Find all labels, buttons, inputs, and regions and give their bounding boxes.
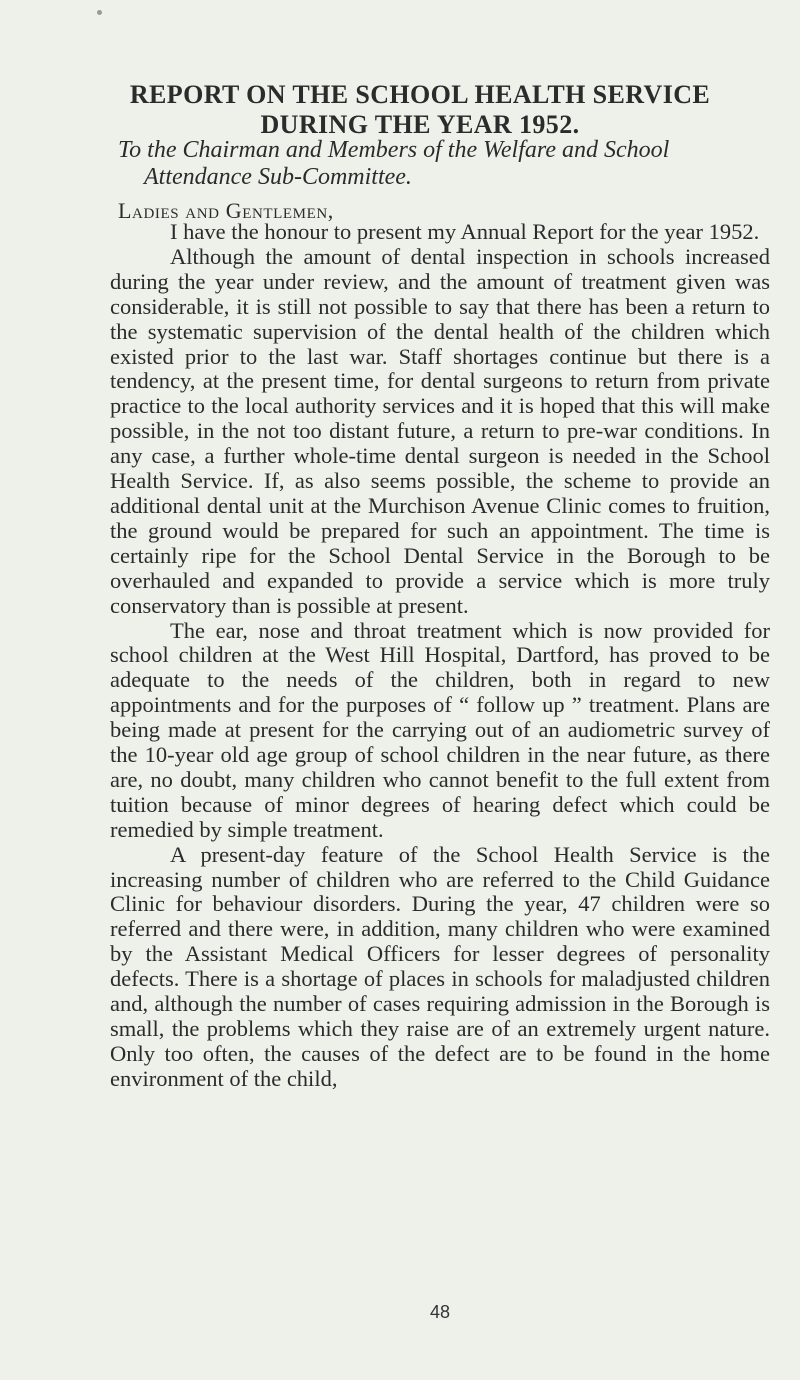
address-line-1: To the Chairman and Members of the Welfare and School [118,137,670,163]
paragraph-dental: Although the amount of dental inspection in schools increased during the year under review, and the amount of treatment given was considerable, it is still not possible to say that there has been a return to the systematic supervision of the dental health of the children which existed prior to the last war. Staff shortages continue but there is a tendency, at the present time, for dental surgeons to return from private practice to the local authority services and it is hoped that this will make possible, in the not too distant future, a return to pre-war conditions. In any case, a further whole-time dental surgeon is needed in the School Health Service. If, as also seems possible, the scheme to provide an additional dental unit at the Murchison Avenue Clinic comes to fruition, the ground would be prepared for such an appointment. The time is certainly ripe for the School Dental Service in the Borough to be overhauled and expanded to provide a service which is more truly conservatory than is possible at present. [110,243,770,618]
address-block [118,137,778,191]
salutation: Ladies and Gentlemen, [118,198,334,223]
paragraph-intro: I have the honour to present my Annual Report for the year 1952. [170,219,760,244]
address-line-2: Attendance Sub-Committee. [144,164,412,190]
print-speck [97,10,102,15]
paragraph-ent: The ear, nose and throat treatment which is now provided for school children at the West Hill Hospital, Dartford, has proved to be adequate to the needs of the children, both in regard to new appointments and for the purposes of “ follow up ” treatment. Plans are being made at present for the carrying out of an audiometric survey of the 10-year old age group of school children in the near future, as there are, no doubt, many children who cannot benefit to the full extent from tuition because of minor degrees of hearing defect which could be remedied by simple treatment. [110,617,770,842]
report-title-line-1: REPORT ON THE SCHOOL HEALTH SERVICE [129,80,711,109]
paragraph-child-guidance: A present-day feature of the School Health Service is the increasing number of children who are referred to the Child Guidance Clinic for behaviour disorders. During the year, 47 children were so referred and there were, in addition, many children who were examined by the Assistant Medical Officers for lesser degrees of personality defects. There is a shortage of places in schools for maladjusted children and, although the number of cases requiring admission in the Borough is small, the problems which they raise are of an extremely urgent nature. Only too often, the causes of the defect are to be found in the home environment of the child, [110,841,770,1091]
page-number: 48 [429,1302,451,1322]
report-body [110,220,770,1092]
report-title-line-2: DURING THE YEAR 1952. [260,110,580,139]
